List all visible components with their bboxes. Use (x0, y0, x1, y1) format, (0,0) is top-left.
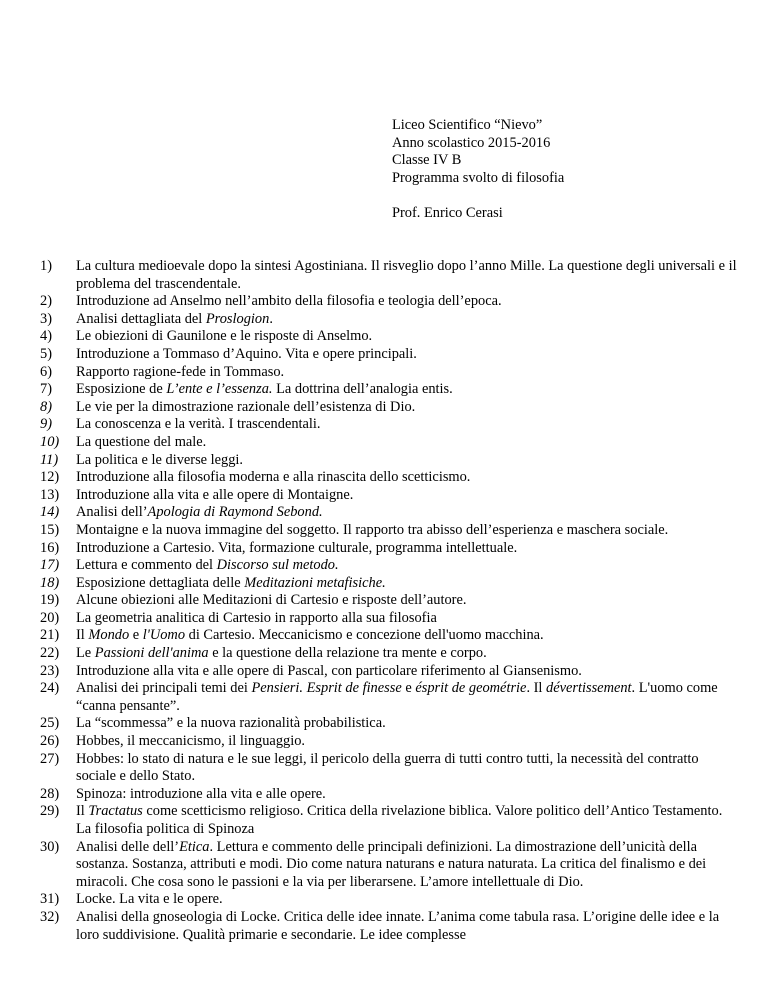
item-text-part: Hobbes, il meccanicismo, il linguaggio. (76, 733, 306, 750)
item-number: 26) (40, 733, 60, 750)
list-item (40, 610, 740, 628)
item-number: 20) (40, 609, 60, 626)
item-number: 11) (40, 451, 59, 468)
item-text-part: Le (76, 645, 95, 662)
item-text-part: e la questione della relazione tra mente e corpo. (208, 645, 487, 662)
item-number: 29) (40, 803, 60, 820)
item-text-part: Introduzione alla vita e alle opere di Pascal, con particolare riferimento al Giansenismo. (76, 662, 582, 679)
list-item (40, 258, 740, 293)
item-text (76, 293, 502, 309)
list-item (40, 663, 740, 681)
item-text (76, 733, 305, 749)
item-text-part: Analisi dell’ (76, 504, 148, 521)
item-text (76, 663, 582, 679)
item-text (76, 891, 223, 907)
item-title-italic: Pensieri. Esprit de finesse (251, 680, 402, 697)
item-number: 27) (40, 750, 60, 767)
list-item (40, 487, 740, 505)
item-number: 5) (40, 345, 52, 362)
item-text-part: Spinoza: introduzione alla vita e alle opere. (76, 785, 326, 802)
list-item (40, 364, 740, 382)
item-title-italic: Apologia di Raymond Sebond. (147, 504, 323, 521)
item-title-italic: Proslogion (205, 310, 270, 327)
item-number: 23) (40, 662, 60, 679)
list-item (40, 592, 740, 610)
item-title-italic: Meditazioni metafisiche. (244, 574, 386, 591)
item-title-italic: Passioni dell'anima (94, 645, 209, 662)
list-item (40, 909, 740, 944)
list-item (40, 557, 740, 575)
item-text-part: Il (76, 627, 89, 644)
list-item (40, 346, 740, 364)
item-number: 2) (40, 293, 52, 310)
item-text (76, 434, 206, 450)
item-text (76, 381, 453, 397)
item-number: 15) (40, 521, 60, 538)
school-name: Liceo Scientifico “Nievo” (392, 117, 543, 133)
item-text (76, 469, 470, 485)
item-text-part: e (129, 627, 143, 644)
item-text-part: La questione del male. (76, 433, 207, 450)
list-item (40, 715, 740, 733)
item-title-italic: ésprit de geométrie (415, 680, 527, 697)
item-text (76, 592, 466, 608)
item-number: 24) (40, 680, 60, 697)
item-text (76, 487, 353, 503)
item-number: 18) (40, 574, 60, 591)
list-item (40, 399, 740, 417)
item-number: 4) (40, 328, 52, 345)
item-number: 30) (40, 838, 60, 855)
item-number: 12) (40, 469, 60, 486)
item-title-italic: Etica (179, 838, 210, 855)
item-number: 6) (40, 363, 52, 380)
item-number: 13) (40, 486, 60, 503)
list-item (40, 328, 740, 346)
item-text-part: Analisi della gnoseologia di Locke. Critica delle idee innate. L’anima come tabula rasa. L’origine delle idee e la loro suddivisione. Qualità primarie e secondarie. Le idee complesse (76, 908, 720, 943)
item-number: 17) (40, 557, 60, 574)
item-text (76, 311, 273, 327)
item-text-part: . Il (526, 680, 547, 697)
item-text-part: Hobbes: lo stato di natura e le sue leggi, il pericolo della guerra di tutti contro tutti, la necessità del contratto sociale e dello Stato. (76, 750, 699, 785)
item-text-part: di Cartesio. Meccanicismo e concezione dell'uomo macchina. (185, 627, 544, 644)
item-text (76, 715, 386, 731)
header-spacer (392, 187, 712, 205)
item-text-part: Le obiezioni di Gaunilone e le risposte di Anselmo. (76, 328, 373, 345)
item-number: 9) (40, 416, 52, 433)
item-text-part: La conoscenza e la verità. I trascendentali. (76, 416, 321, 433)
list-item (40, 645, 740, 663)
list-item (40, 540, 740, 558)
item-text (76, 610, 437, 626)
item-text (76, 557, 339, 573)
list-item (40, 311, 740, 329)
item-number: 31) (40, 891, 60, 908)
item-text-part: Il (76, 803, 89, 820)
item-text-part: Introduzione ad Anselmo nell’ambito della filosofia e teologia dell’epoca. (76, 293, 502, 310)
item-text-part: Introduzione a Tommaso d’Aquino. Vita e opere principali. (76, 345, 417, 362)
item-text (76, 258, 737, 292)
item-number: 10) (40, 433, 60, 450)
item-title-italic: Discorso sul metodo. (216, 557, 339, 574)
item-title-italic: Mondo (88, 627, 130, 644)
item-text (76, 909, 719, 943)
item-number: 25) (40, 715, 60, 732)
item-text (76, 364, 284, 380)
item-text-part: Analisi dettagliata del (76, 310, 206, 327)
item-text (76, 645, 487, 661)
item-number: 22) (40, 645, 60, 662)
list-item (40, 891, 740, 909)
list-item (40, 434, 740, 452)
item-title-italic: L’ente e l’essenza. (166, 381, 273, 398)
item-text-part: Analisi delle dell’ (76, 838, 180, 855)
item-text-part: Introduzione alla vita e alle opere di Montaigne. (76, 486, 354, 503)
item-text (76, 751, 699, 785)
item-number: 19) (40, 592, 60, 609)
item-title-italic: l'Uomo (142, 627, 186, 644)
list-item (40, 733, 740, 751)
list-item (40, 293, 740, 311)
item-text (76, 328, 372, 344)
item-text-part: La geometria analitica di Cartesio in rapporto alla sua filosofia (76, 609, 437, 626)
item-text-part: . (269, 310, 273, 327)
program-title: Programma svolto di filosofia (392, 169, 565, 186)
item-text-part: Analisi dei principali temi dei (76, 680, 252, 697)
item-text-part: come scetticismo religioso. Critica della rivelazione biblica. Valore politico dell’Antico Testamento. La filosofia politica di Spinoza (76, 803, 723, 837)
item-text (76, 540, 517, 556)
item-number: 14) (40, 504, 60, 521)
list-item (40, 839, 740, 892)
item-text-part: . Lettura e commento delle principali definizioni. La dimostrazione dell’unicità della sostanza. Sostanza, attributi e modi. Dio come natura naturans e natura naturata. La critica del finalismo e dei miracoli. Che cosa sono le passioni e la via per liberarsene. L’amore intellettuale di Dio. (76, 838, 707, 890)
list-item (40, 522, 740, 540)
item-number: 3) (40, 310, 52, 327)
item-text-part: Alcune obiezioni alle Meditazioni di Cartesio e risposte dell’autore. (76, 592, 467, 609)
item-number: 16) (40, 539, 60, 556)
school-year: Anno scolastico 2015-2016 (392, 134, 551, 151)
item-number: 8) (40, 398, 52, 415)
list-item (40, 627, 740, 645)
item-text (76, 346, 417, 362)
item-text-part: La dottrina dell’analogia entis. (272, 381, 453, 398)
item-text-part: Locke. La vita e le opere. (76, 891, 223, 908)
list-item (40, 680, 740, 715)
item-text-part: Esposizione dettagliata delle (76, 574, 245, 591)
item-text-part: Montaigne e la nuova immagine del soggetto. Il rapporto tra abisso dell’esperienza e maschera sociale. (76, 521, 669, 538)
list-item (40, 452, 740, 470)
item-text-part: Le vie per la dimostrazione razionale dell’esistenza di Dio. (76, 398, 416, 415)
item-text (76, 839, 706, 890)
item-text-part: Rapporto ragione-fede in Tommaso. (76, 363, 285, 380)
item-text (76, 803, 722, 837)
item-number: 21) (40, 627, 60, 644)
item-text-part: La politica e le diverse leggi. (76, 451, 244, 468)
item-text (76, 575, 386, 591)
list-item (40, 575, 740, 593)
item-text (76, 627, 544, 643)
item-title-italic: Tractatus (88, 803, 143, 820)
item-text-part: e (401, 680, 416, 697)
item-number: 32) (40, 908, 60, 925)
item-text (76, 786, 326, 802)
item-text-part: La “scommessa” e la nuova razionalità probabilistica. (76, 715, 386, 732)
item-text (76, 399, 415, 415)
item-title-italic: dévertissement (546, 680, 632, 697)
item-text (76, 416, 321, 432)
item-text (76, 504, 323, 520)
document-header (392, 117, 712, 223)
list-item (40, 416, 740, 434)
item-text (76, 452, 243, 468)
item-number: 28) (40, 785, 60, 802)
item-text-part: Esposizione de (76, 381, 167, 398)
item-text-part: Lettura e commento del (76, 557, 217, 574)
item-number: 7) (40, 381, 52, 398)
item-text-part: La cultura medioevale dopo la sintesi Agostiniana. Il risveglio dopo l’anno Mille. La questione degli universali e il problema del trascendentale. (76, 258, 737, 292)
list-item (40, 803, 740, 838)
item-text (76, 680, 718, 714)
list-item (40, 786, 740, 804)
item-number: 1) (40, 258, 52, 274)
item-text (76, 522, 668, 538)
list-item (40, 751, 740, 786)
teacher-name: Prof. Enrico Cerasi (392, 204, 503, 221)
list-item (40, 469, 740, 487)
list-item (40, 381, 740, 399)
item-text-part: . L'uomo come “canna pensante”. (76, 680, 718, 714)
list-item (40, 504, 740, 522)
item-text-part: Introduzione a Cartesio. Vita, formazione culturale, programma intellettuale. (76, 539, 518, 556)
class-name: Classe IV B (392, 152, 462, 169)
program-list (40, 258, 740, 944)
item-text-part: Introduzione alla filosofia moderna e alla rinascita dello scetticismo. (76, 469, 471, 486)
